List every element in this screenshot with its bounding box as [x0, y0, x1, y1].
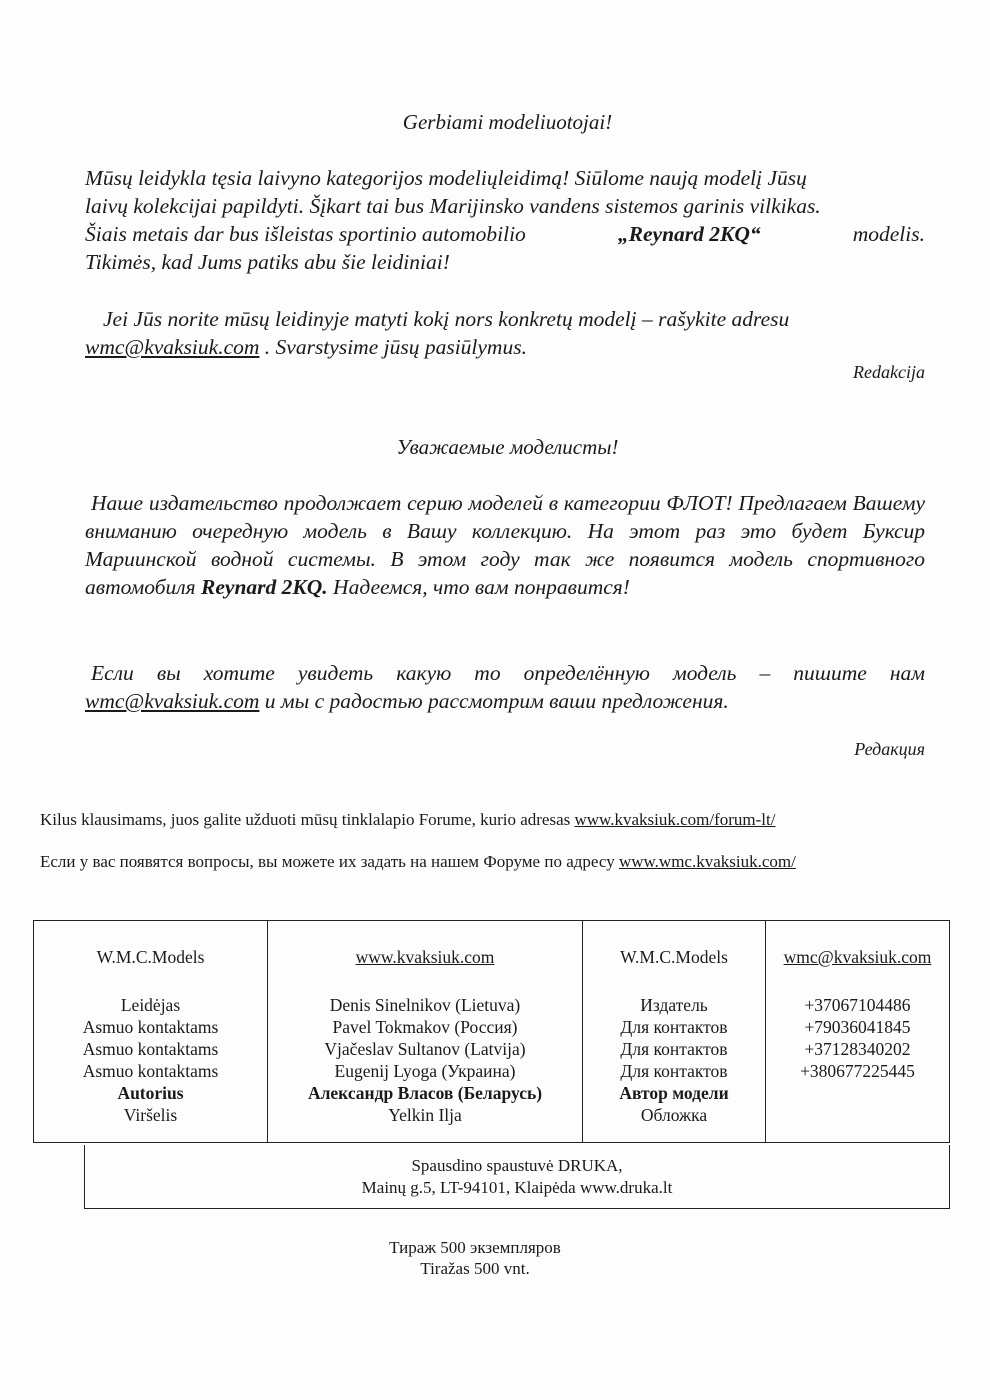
role-line: Asmuo kontaktams — [82, 1061, 219, 1081]
role-line: Для контактов — [620, 1017, 728, 1037]
lt-signature: Redakcija — [853, 362, 925, 382]
lt-p1-line3 — [85, 220, 925, 248]
col-header-publisher-ru: W.M.C.Models — [620, 947, 728, 967]
role-line: Обложка — [640, 1105, 708, 1125]
printer-line1: Spausdino spaustuvė DRUKA, — [411, 1156, 623, 1175]
model-name-reynard: „Reynard 2KQ“ — [617, 222, 761, 246]
role-line-author: Autorius — [117, 1083, 184, 1103]
forum-link-lt[interactable]: www.kvaksiuk.com/forum-lt/ — [574, 810, 776, 829]
lt-email-link[interactable]: wmc@kvaksiuk.com — [85, 335, 260, 359]
role-line: Asmuo kontaktams — [82, 1039, 219, 1059]
col-header-email-link[interactable]: wmc@kvaksiuk.com — [783, 947, 932, 967]
ru-paragraph-1 — [85, 489, 925, 601]
lt-paragraph-2-line2 — [85, 333, 925, 361]
lt-p1-line3-text: Šiais metais dar bus išleistas sportinio automobilio — [85, 222, 526, 246]
credits-col-roles-ru — [583, 921, 766, 1143]
forum-link-ru[interactable]: www.wmc.kvaksiuk.com/ — [618, 852, 796, 871]
lt-paragraph-2-line1: Jei Jūs norite mūsų leidinyje matyti kokį nors konkretų modelį – rašykite adresu — [103, 307, 790, 331]
ru-p1-text-b: Надеемся, что вам понравится! — [327, 575, 630, 599]
ru-email-link[interactable]: wmc@kvaksiuk.com — [85, 689, 260, 713]
role-line: Издатель — [640, 995, 708, 1015]
lt-p1-line2: laivų kolekcijai papildyti. Šįkart tai bus Marijinsko vandens sistemos garinis vilkikas. — [85, 194, 821, 218]
lt-paragraph-1 — [85, 164, 925, 276]
name-line: Vjačeslav Sultanov (Latvija) — [324, 1039, 526, 1059]
col-header-publisher-lt: W.M.C.Models — [96, 947, 205, 967]
col-header-website-link[interactable]: www.kvaksiuk.com — [355, 947, 495, 967]
name-line: Denis Sinelnikov (Lietuva) — [329, 995, 521, 1015]
forum-note-ru — [40, 852, 796, 872]
credits-table — [33, 920, 950, 1143]
name-line: Yelkin Ilja — [388, 1105, 462, 1125]
role-line: Для контактов — [620, 1039, 728, 1059]
phone-line: +380677225445 — [800, 1061, 915, 1081]
credits-col-names — [268, 921, 583, 1143]
ru-paragraph-2 — [85, 659, 925, 715]
role-line: Viršelis — [123, 1105, 178, 1125]
name-line: Eugenij Lyoga (Украина) — [334, 1061, 516, 1081]
role-line-author: Автор модели — [619, 1083, 729, 1103]
credits-col-roles-lt — [34, 921, 268, 1143]
circulation-ru: Тираж 500 экземпляров — [389, 1238, 561, 1257]
forum-note-lt-text: Kilus klausimams, juos galite užduoti mūsų tinklalapio Forume, kurio adresas — [40, 810, 575, 829]
ru-p2-text-a: Если вы хотите увидеть какую то определённую модель – пишите нам — [91, 661, 925, 685]
lt-heading: Gerbiami modeliuotojai! — [402, 110, 613, 134]
phone-line: +79036041845 — [804, 1017, 911, 1037]
lt-p1-line3-end: modelis. — [852, 222, 925, 246]
phone-line: +37067104486 — [804, 995, 911, 1015]
circulation-info — [0, 1237, 950, 1279]
lt-p1-line1: Mūsų leidykla tęsia laivyno kategorijos modeliųleidimą! Siūlome naują modelį Jūsų — [85, 166, 807, 190]
role-line: Leidėjas — [120, 995, 181, 1015]
forum-note-lt — [40, 810, 775, 830]
phone-line: +37128340202 — [804, 1039, 911, 1059]
ru-model-name-reynard: Reynard 2KQ. — [201, 575, 328, 599]
ru-heading: Уважаемые моделисты! — [396, 435, 619, 459]
printer-info-box — [84, 1145, 950, 1209]
lt-p2-rest: . Svarstysime jūsų pasiūlymus. — [259, 335, 527, 359]
role-line: Для контактов — [620, 1061, 728, 1081]
lt-p1-line4: Tikimės, kad Jums patiks abu šie leidiniai! — [85, 250, 450, 274]
ru-p2-text-b: и мы с радостью рассмотрим ваши предложения. — [259, 689, 729, 713]
credits-col-phones — [766, 921, 950, 1143]
printer-line2: Mainų g.5, LT-94101, Klaipėda www.druka.lt — [361, 1178, 673, 1197]
name-line-author: Александр Власов (Беларусь) — [307, 1083, 543, 1103]
role-line: Asmuo kontaktams — [82, 1017, 219, 1037]
ru-p1-text-a: Наше издательство продолжает серию моделей в категории ФЛОТ! Предлагаем Вашему вниманию очередную модель в Вашу коллекцию. На этот раз это будет Буксир Мариинской водной системы. В этом году так же появится модель спортивного автомобиля — [85, 491, 925, 599]
name-line: Pavel Tokmakov (Россия) — [332, 1017, 518, 1037]
ru-signature: Редакция — [854, 739, 925, 759]
forum-note-ru-text: Если у вас появятся вопросы, вы можете их задать на нашем Форуме по адресу — [40, 852, 619, 871]
circulation-lt: Tiražas 500 vnt. — [420, 1259, 530, 1278]
